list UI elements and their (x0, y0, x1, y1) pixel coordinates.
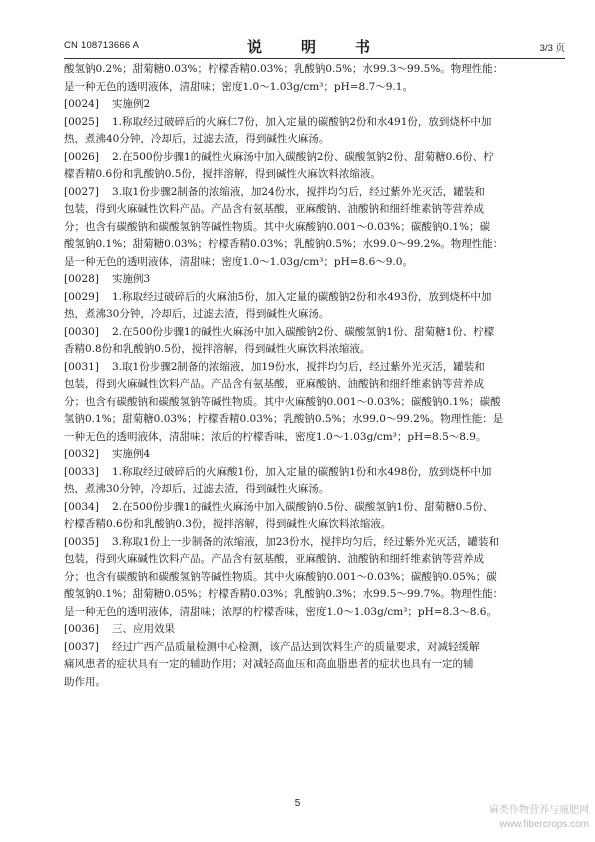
paragraph-text: 包装，得到火麻碱性饮料产品。产品含有氨基酸，亚麻酸钠、油酸钠和细纤维素钠等营养成 (64, 553, 484, 565)
page-indicator: 3/3 页 (539, 43, 565, 54)
paragraph-text: 实施例3 (112, 273, 151, 285)
paragraph-text: 酸氢钠0.1%；甜菊糖0.03%；柠檬香精0.03%；乳酸钠0.5%；水99.0～99.2%。物理性能： (64, 238, 504, 250)
paragraph-line-numbered (64, 271, 565, 289)
paragraph-number: [0027] (64, 185, 99, 198)
paragraph-line (64, 604, 565, 622)
paragraph-number: [0028] (64, 273, 99, 285)
paragraph-text: 包装，得到火麻碱性饮料产品。产品含有氨基酸，亚麻酸钠、油酸钠和细纤维素钠等营养成 (64, 203, 484, 215)
document-body (64, 61, 565, 691)
paragraph-text: 助作用。 (64, 675, 106, 688)
paragraph-line-numbered (64, 184, 565, 202)
paragraph-line (64, 569, 565, 587)
paragraph-text: 是一种无色的透明液体，清甜味；密度1.0～1.03g/cm³；pH=8.7～9.1。 (64, 80, 413, 93)
paragraph-text: 痛风患者的症状具有一定的辅助作用；对减轻高血压和高血脂患者的症状也具有一定的辅 (64, 658, 474, 670)
watermark-title: 麻类作物营养与施肥网 (489, 805, 589, 816)
paragraph-line-numbered (64, 289, 565, 307)
paragraph-line (64, 674, 565, 692)
paragraph-line (64, 306, 565, 324)
paragraph-number: [0037] (64, 640, 99, 653)
paragraph-line (64, 254, 565, 272)
paragraph-line (64, 61, 565, 79)
paragraph-text: 酸氢钠0.1%；甜菊糖0.05%；柠檬香精0.03%；乳酸钠0.3%；水99.5～99.7%。物理性能： (64, 588, 504, 600)
paragraph-line (64, 656, 565, 674)
paragraph-text: 分；也含有碳酸钠和碳酸氢钠等碱性物质。其中火麻酸钠0.001～0.03%；碳酸钠0.05%；碳 (64, 570, 497, 583)
paragraph-text: 分；也含有碳酸钠和碳酸氢钠等碱性物质。其中火麻酸钠0.001～0.03%；碳酸钠0.1%；碳 (64, 220, 491, 233)
paragraph-line (64, 481, 565, 499)
paragraph-text: 一种无色的透明液体，清甜味；浓后的柠檬香味，密度1.0～1.03g/cm³；pH=8.5～8.9。 (64, 430, 487, 443)
paragraph-number: [0030] (64, 325, 99, 338)
paragraph-line-numbered (64, 639, 565, 657)
paragraph-line (64, 201, 565, 219)
paragraph-text: 三、应用效果 (112, 623, 175, 635)
watermark-url: www.fibercrops.com (499, 819, 589, 830)
paragraph-text: 2.在500份步骤1的碱性火麻汤中加入碳酸钠2份、碳酸氢钠2份、甜菊糖0.6份、柠 (112, 150, 494, 163)
paragraph-number: [0024] (64, 98, 99, 110)
paragraph-text: 1.称取经过破碎后的火麻油5份，加入定量的碳酸钠2份和水493份，放到烧杯中加 (112, 290, 492, 303)
paragraph-number: [0029] (64, 290, 99, 303)
paragraph-text: 1.称取经过破碎后的火麻仁7份，加入定量的碳酸钠2份和水491份，放到烧杯中加 (112, 115, 492, 128)
paragraph-text: 分；也含有碳酸钠和碳酸氢钠等碱性物质。其中火麻酸钠0.001～0.03%；碳酸钠0.1%；碳酸 (64, 395, 501, 408)
paragraph-line-numbered (64, 149, 565, 167)
paragraph-text: 经过广西产品质量检测中心检测，该产品达到饮料生产的质量要求，对减轻缓解 (112, 640, 480, 653)
paragraph-line-numbered (64, 499, 565, 517)
publication-number: CN 108713666 A (64, 40, 140, 51)
paragraph-line-numbered (64, 534, 565, 552)
watermark (489, 804, 589, 832)
paragraph-text: 氢钠0.1%；甜菊糖0.03%；柠檬香精0.03%；乳酸钠0.5%；水99.0～99.2%。物理性能：是 (64, 413, 504, 425)
paragraph-line-numbered (64, 114, 565, 132)
paragraph-text: 1.称取经过破碎后的火麻酸1份，加入定量的碳酸钠1份和水498份，放到烧杯中加 (112, 465, 492, 478)
paragraph-text: 3.称取1份上一步制备的浓缩液，加23份水，搅拌均匀后，经过紫外光灭活，罐装和 (112, 535, 500, 548)
paragraph-text: 香精0.8份和乳酸钠0.5份，搅拌溶解，得到碱性火麻饮料浓缩液。 (64, 343, 371, 355)
paragraph-text: 2.在500份步骤1的碱性火麻汤中加入碳酸钠0.5份、碳酸氢钠1份、甜菊糖0.5份、 (112, 500, 494, 513)
paragraph-line (64, 411, 565, 429)
paragraph-number: [0036] (64, 623, 99, 635)
paragraph-line (64, 394, 565, 412)
paragraph-line-numbered (64, 446, 565, 464)
paragraph-line-numbered (64, 359, 565, 377)
paragraph-text: 实施例4 (112, 448, 151, 460)
paragraph-text: 柠檬香精0.6份和乳酸钠0.3份，搅拌溶解，得到碱性火麻饮料浓缩液。 (64, 518, 392, 530)
paragraph-line (64, 376, 565, 394)
document-title: 说 明 书 (246, 38, 382, 56)
paragraph-line (64, 79, 565, 97)
paragraph-line (64, 586, 565, 604)
paragraph-number: [0033] (64, 465, 99, 478)
paragraph-number: [0034] (64, 500, 99, 513)
header-rule (64, 58, 565, 59)
paragraph-text: 包装，得到火麻碱性饮料产品。产品含有氨基酸，亚麻酸钠、油酸钠和细纤维素钠等营养成 (64, 378, 484, 390)
page-header (64, 36, 565, 56)
paragraph-number: [0035] (64, 535, 99, 548)
paragraph-text: 热，煮沸30分钟，冷却后，过滤去渣，得到碱性火麻汤。 (64, 308, 330, 320)
paragraph-number: [0032] (64, 448, 99, 460)
paragraph-line (64, 516, 565, 534)
paragraph-text: 2.在500份步骤1的碱性火麻汤中加入碳酸钠2份、碳酸氢钠1份、甜菊糖1份、柠檬 (112, 325, 495, 338)
page-number: 5 (294, 798, 301, 809)
paragraph-text: 是一种无色的透明液体，清甜味；密度1.0～1.03g/cm³；pH=8.6～9.0。 (64, 255, 413, 268)
paragraph-line-numbered (64, 464, 565, 482)
paragraph-text: 是一种无色的透明液体，清甜味；浓厚的柠檬香味，密度1.0～1.03g/cm³；pH=8.3～8.6。 (64, 605, 497, 618)
paragraph-text: 3.取1份步骤2制备的浓缩液，加24份水，搅拌均匀后，经过紫外光灭活，罐装和 (112, 185, 485, 198)
paragraph-text: 檬香精0.6份和乳酸钠0.5份，搅拌溶解，得到碱性火麻饮料浓缩液。 (64, 168, 381, 180)
paragraph-text: 实施例2 (112, 98, 151, 110)
paragraph-number: [0026] (64, 150, 99, 163)
paragraph-line (64, 341, 565, 359)
paragraph-text: 热，煮沸30分钟，冷却后，过滤去渣，得到碱性火麻汤。 (64, 483, 330, 495)
paragraph-number: [0025] (64, 115, 99, 128)
paragraph-line (64, 236, 565, 254)
paragraph-line (64, 429, 565, 447)
paragraph-line-numbered (64, 621, 565, 639)
paragraph-line (64, 131, 565, 149)
paragraph-line (64, 551, 565, 569)
paragraph-number: [0031] (64, 360, 99, 373)
paragraph-line-numbered (64, 324, 565, 342)
paragraph-text: 酸氢钠0.2%；甜菊糖0.03%；柠檬香精0.03%；乳酸钠0.5%；水99.3～99.5%。物理性能： (64, 63, 504, 75)
paragraph-line (64, 166, 565, 184)
paragraph-text: 热，煮沸40分钟，冷却后，过滤去渣，得到碱性火麻汤。 (64, 133, 330, 145)
paragraph-line-numbered (64, 96, 565, 114)
paragraph-text: 3.取1份步骤2制备的浓缩液，加19份水，搅拌均匀后，经过紫外光灭活，罐装和 (112, 360, 485, 373)
paragraph-line (64, 219, 565, 237)
